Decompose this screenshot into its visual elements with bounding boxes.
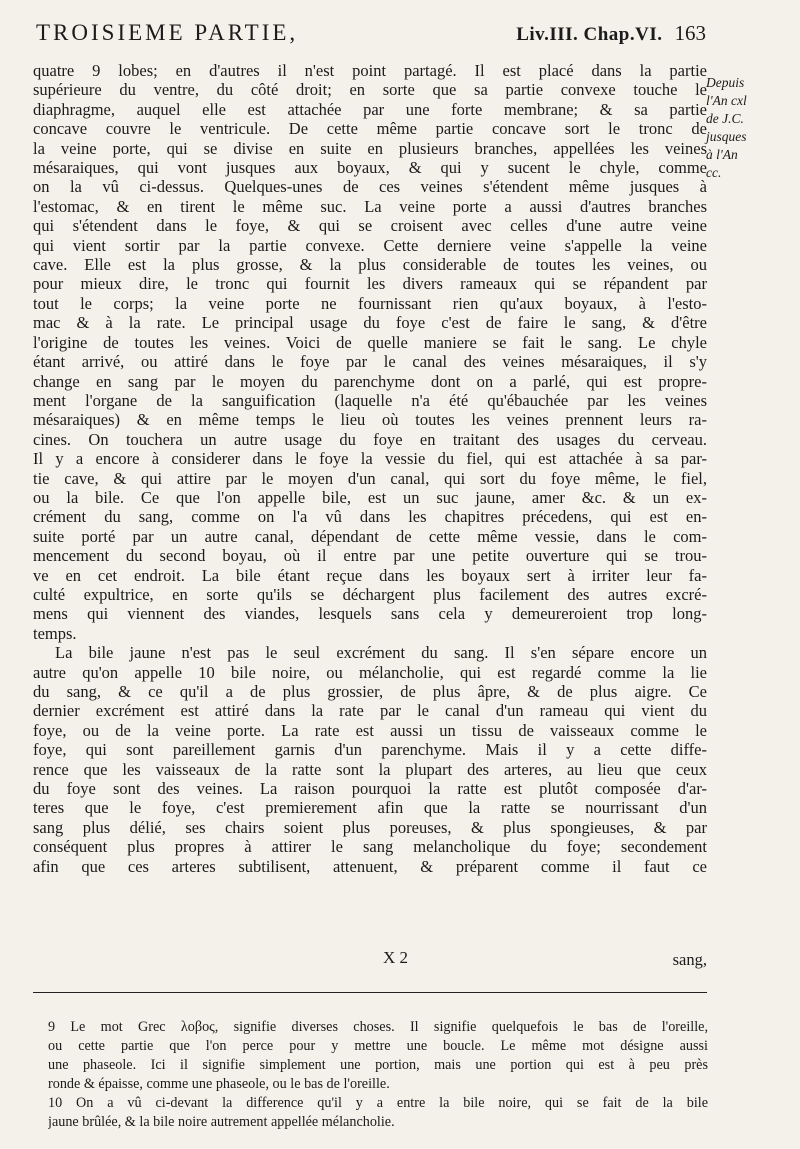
text-line: teres que le foye, c'est premierement afin que la ratte se nourrissant d'un: [33, 798, 707, 818]
footnote-line: 10 On a vû ci-devant la difference qu'il y a entre la bile noire, qui se fait de la bile: [48, 1095, 708, 1111]
text-line: l'origine de toutes les veines. Voici de quelle maniere se fait le sang. Le chyle: [33, 332, 707, 352]
text-line: foye, ou de la veine porte. La rate est aussi un tissu de vaisseaux comme le: [33, 720, 707, 740]
text-line: du foye sont des veines. La raison pourquoi la ratte est plutôt composée d'ar-: [33, 779, 707, 799]
text-line: autre qu'on appelle 10 bile noire, ou mélancholie, qui est regardé comme la lie: [33, 662, 707, 682]
text-line: sang plus délié, ses chairs soient plus poreuses, & plus spongieuses, & par: [33, 817, 707, 837]
text-line: mencement du second boyau, où il entre par une petite ouverture qui se trou-: [33, 546, 707, 566]
page-number: 163: [674, 21, 706, 45]
text-line: culté expultrice, en sorte qu'ils se déchargent plus facilement des autres excré-: [33, 584, 707, 604]
margin-note-line: de J.C.: [706, 111, 744, 126]
footnote-line: ronde & épaisse, comme une phaseole, ou le bas de l'oreille.: [48, 1076, 390, 1092]
text-line: quatre 9 lobes; en d'autres il n'est point partagé. Il est placé dans la partie: [33, 61, 707, 80]
text-line: rence que les vaisseaux de la ratte sont la plupart des arteres, au lieu que ceux: [33, 759, 707, 779]
signature-mark: X 2: [383, 948, 409, 967]
catchword: sang,: [672, 950, 707, 969]
text-line: crément du sang, comme on l'a vû dans les chapitres précedens, qui est en-: [33, 507, 707, 527]
text-line: dernier excrément est attiré dans la rate par le canal d'un rameau qui vient du: [33, 701, 707, 721]
text-line: diaphragme, auquel elle est attachée par une forte membrane; & sa partie: [33, 99, 707, 119]
text-line: ve en cet endroit. La bile étant reçue dans les boyaux sert à irriter leur fa-: [33, 565, 707, 585]
text-line: on la vû ci-dessus. Quelques-unes de ces veines s'étendent même jusques à: [33, 177, 707, 197]
text-line: suite porté par un autre canal, dépendant de cette même vessie, dans le com-: [33, 526, 707, 546]
footnote-divider: [33, 992, 707, 993]
text-line: conséquent plus propres à attirer le sang melancholique du foye; secondement: [33, 837, 707, 857]
text-line: mac & à la rate. Le principal usage du foye c'est de faire le sang, & d'être: [33, 313, 707, 333]
header-title: TROISIEME PARTIE,: [36, 20, 299, 45]
margin-note-line: cc.: [706, 165, 722, 180]
text-line: qui vient sortir par la partie convexe. Cette derniere veine s'appelle la veine: [33, 235, 707, 255]
text-line: mens qui viennent des viandes, lesquels sans cela y demeureroient trop long-: [33, 604, 707, 624]
page-footer: [33, 948, 707, 972]
header-chapter: Liv.III. Chap.VI.: [516, 24, 663, 45]
text-line: temps.: [33, 623, 77, 643]
text-line: change en sang par le moyen du parenchyme dont on a parlé, qui est propre-: [33, 371, 707, 391]
margin-note-line: jusques: [706, 129, 747, 144]
margin-note-line: l'An cxl: [706, 93, 747, 108]
text-line: la veine porte, qui se divise en suite en plusieurs branches, appellées les veines: [33, 138, 707, 158]
margin-note-line: Depuis: [706, 75, 745, 90]
text-line: pour mieux dire, le tronc qui fournit les divers rameaux qui se répandent par: [33, 274, 707, 294]
text-line: afin que ces arteres subtilisent, attenuent, & préparent comme il faut ce: [33, 856, 707, 876]
text-line: mésaraiques, qui vont jusques aux boyaux, & qui y sucent le chyle, comme: [33, 158, 707, 178]
text-line: étant arrivé, ou attiré dans le foye par le canal des veines mésaraiques, il s'y: [33, 352, 707, 372]
text-line: ment l'organe de la sanguification (laquelle n'a été qu'ébauchée par les veines: [33, 390, 707, 410]
text-line: ou la bile. Ce que l'on appelle bile, est un suc jaune, amer &c. & un ex-: [33, 487, 707, 507]
text-line: mésaraiques) & en même temps le lieu où toutes les veines prennent leurs ra-: [33, 410, 707, 430]
footnotes: [48, 1018, 708, 1132]
text-line: qui s'étendent dans le foye, & qui se croisent avec celles d'une autre veine: [33, 216, 707, 236]
margin-note-line: à l'An: [706, 147, 738, 162]
text-line: La bile jaune n'est pas le seul excrément du sang. Il s'en sépare encore un: [55, 643, 707, 663]
text-line: cines. On touchera un autre usage du foye en traitant des usages du cerveau.: [33, 429, 707, 449]
text-line: Il y a encore à considerer dans le foye la vessie du fiel, qui est attachée à sa par-: [33, 449, 707, 469]
text-line: tout le corps; la veine porte ne fournissant rien qu'aux boyaux, à l'esto-: [33, 293, 707, 313]
footnote-line: jaune brûlée, & la bile noire autrement appellée mélancholie.: [48, 1114, 395, 1130]
text-line: concave couvre le ventricule. De cette même partie concave sort le tronc de: [33, 119, 707, 139]
text-line: l'estomac, & en tirent le même suc. La veine porte a aussi d'autres branches: [33, 196, 707, 216]
text-line: foye, qui sont pareillement garnis d'un parenchyme. Mais il y a cette diffe-: [33, 740, 707, 760]
text-line: supérieure du ventre, du côté droit; en sorte que sa partie convexe touche le: [33, 80, 707, 100]
footnote-line: 9 Le mot Grec λοβος, signifie diverses choses. Il signifie quelquefois le bas de l'oreille,: [48, 1019, 708, 1035]
text-line: du sang, & ce qu'il a de plus grossier, de plus âpre, & de plus aigre. Ce: [33, 682, 707, 701]
margin-note: [706, 74, 794, 182]
footnote-line: ou cette partie que l'on perce pour y mettre une boucle. Le même mot désigne aussi: [48, 1038, 708, 1054]
footnote-line: une phaseole. Ici il signifie simplement une portion, mais une portion qui est à peu près: [48, 1057, 708, 1073]
body-text: [33, 61, 707, 876]
running-header: [36, 20, 706, 46]
text-line: tie cave, & qui attire par le moyen d'un canal, qui sort du foye même, le fiel,: [33, 468, 707, 488]
text-line: cave. Elle est la plus grosse, & la plus considerable de toutes les veines, ou: [33, 255, 707, 275]
